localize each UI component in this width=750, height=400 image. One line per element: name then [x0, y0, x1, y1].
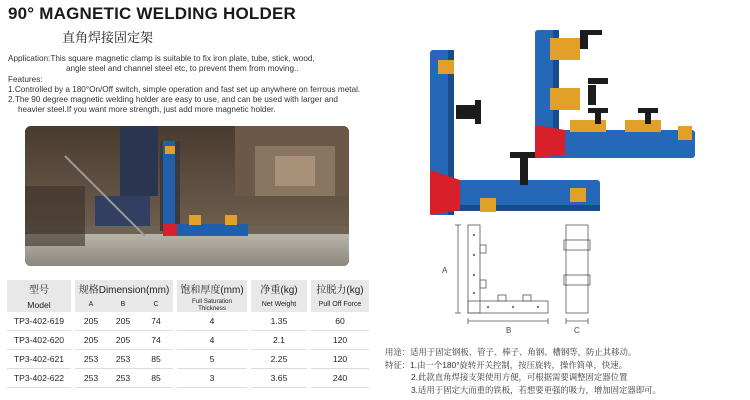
application-line-1: Application:This square magnetic clamp is suitable to fix iron plate, tube, stick, wood,: [8, 54, 315, 63]
table-row: TP3-402-619 205 205 74 4 1.35 60: [7, 312, 369, 331]
magnetic-holder-illustration: [420, 30, 750, 225]
product-image: [420, 30, 750, 225]
feature-2a: 2.The 90 degree magnetic welding holder are easy to use, and can be used with larger and: [8, 95, 338, 104]
note-feature-1: 特征：1.由一个180°旋转开关控制，按压旋转，操作简单，快速。: [385, 359, 628, 370]
table-row: TP3-402-622 253 253 85 3 3.65 240: [7, 369, 369, 388]
diagram-label-c: C: [574, 326, 580, 335]
header-pull-cn: 拉脱力(kg): [311, 280, 369, 297]
table-header-cn: [7, 280, 369, 297]
side-view-diagram: [552, 215, 602, 340]
table-header-en: [7, 297, 369, 312]
header-model-cn: 型号: [7, 280, 71, 297]
header-weight-cn: 净重(kg): [251, 280, 307, 297]
holder-right: [535, 30, 695, 158]
table-row: TP3-402-621 253 253 85 5 2.25 120: [7, 350, 369, 369]
note-feature-2: 2.此款直角焊接支架使用方便，可根据需要调整固定器位置: [411, 372, 628, 383]
note-usage: 用途：适用于固定钢板、管子、棒子、角钢、槽钢等，防止其移动。: [385, 347, 637, 357]
header-dimension-cn: 规格Dimension(mm): [75, 280, 173, 297]
features-heading: Features:: [8, 75, 43, 84]
header-model-en: Model: [7, 297, 71, 312]
page-title: 90° MAGNETIC WELDING HOLDER: [8, 4, 296, 23]
chinese-notes: [385, 346, 661, 396]
note-feature-3: 3.适用于固定大而重的铁板，若想要更强的吸力，增加固定器即可。: [411, 384, 661, 395]
header-pull-en: Pull Off Force: [311, 297, 369, 312]
header-b: B: [107, 297, 139, 312]
header-thickness-en-2: Thickness: [198, 304, 226, 312]
header-thickness-en-1: Full Saturation: [192, 297, 232, 305]
header-weight-en: Net Weight: [251, 297, 307, 312]
header-a: A: [75, 297, 107, 312]
diagram-label-b: B: [506, 326, 512, 335]
feature-1: 1.Controlled by a 180°On/Off switch, simple operation and fast set up anywhere on ferrous metal.: [8, 85, 361, 94]
page-subtitle-cn: 直角焊接固定架: [62, 30, 154, 45]
usage-photo: [25, 126, 349, 266]
welding-scene-illustration: [25, 126, 349, 266]
features-block: [8, 75, 428, 115]
header-c: C: [139, 297, 173, 312]
diagram-label-a: A: [442, 266, 448, 275]
application-line-2: angle steel and channel steel etc, to prevent them from moving..: [66, 64, 299, 73]
spec-table: [7, 280, 369, 388]
application-text: [8, 54, 408, 74]
header-thickness-cn: 饱和厚度(mm): [177, 280, 247, 297]
feature-2b: heavier steel.If you want more strength, just add more magnetic holder.: [18, 105, 276, 114]
table-row: TP3-402-620 205 205 74 4 2.1 120: [7, 331, 369, 350]
